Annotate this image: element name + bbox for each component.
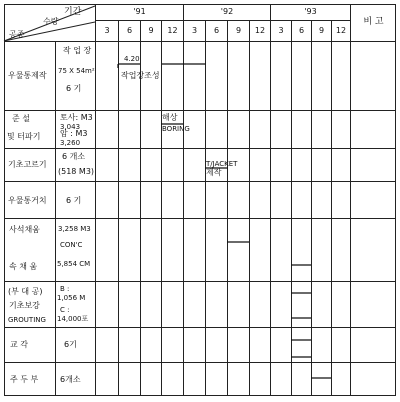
schedule-bars xyxy=(118,64,331,378)
year-91: '91 xyxy=(133,7,146,16)
month-label: 9 xyxy=(148,26,154,35)
row-name-foundation-leveling: 기초고르기 xyxy=(8,160,47,169)
row-qty: (518 M3) xyxy=(58,167,95,176)
row-name-pier-cap: 주 두 부 xyxy=(10,375,39,384)
year-92: '92 xyxy=(220,7,234,16)
schedule-note: T/JACKET xyxy=(206,160,238,168)
schedule-note: 제작 xyxy=(206,168,222,177)
month-label: 12 xyxy=(335,26,347,35)
row-name-dredging: 준 설 xyxy=(12,114,30,123)
row-qty: 6 기 xyxy=(66,84,82,93)
row-qty: 5,854 CM xyxy=(57,260,91,268)
month-label: 9 xyxy=(235,26,242,35)
row-name-riprap-fill: 사석채움 xyxy=(9,225,40,234)
row-qty: 3,043 xyxy=(60,123,81,131)
month-label: 6 xyxy=(213,26,220,35)
row-qty: 75 X 54m² xyxy=(58,67,95,75)
month-label: 6 xyxy=(298,26,305,35)
row-qty: 6 기 xyxy=(66,196,82,205)
row-name-grouting: GROUTING xyxy=(8,316,46,324)
month-label: 12 xyxy=(167,26,178,35)
row-qty: 3,258 M3 xyxy=(58,225,91,233)
row-qty: 작 업 장 xyxy=(63,46,92,55)
row-name-excavation: 및 터파기 xyxy=(7,132,41,141)
schedule-note: 작업장조성 xyxy=(121,71,160,80)
month-label: 9 xyxy=(318,26,325,35)
row-qty: 6기 xyxy=(64,340,77,349)
row-name-well-fabrication: 우물통제작 xyxy=(8,71,47,80)
month-label: 3 xyxy=(104,26,110,35)
row-qty: C : xyxy=(60,306,70,314)
row-qty: 14,000포 xyxy=(57,315,89,323)
schedule-note: 4.20 xyxy=(124,55,140,63)
remarks-header: 비 고 xyxy=(363,17,384,27)
row-qty: B : xyxy=(60,285,70,293)
row-qty: 토사: M3 xyxy=(60,113,93,122)
row-qty: CON'C xyxy=(60,241,83,249)
month-label: 3 xyxy=(191,26,198,35)
month-label: 6 xyxy=(126,26,133,35)
header-corner-quantity: 수량 xyxy=(43,17,59,26)
header-corner-work-type: 공종 xyxy=(9,30,25,39)
row-qty: 3,260 xyxy=(60,139,81,147)
row-name-auxiliary: (부 대 공) xyxy=(8,287,43,296)
row-qty: 1,056 M xyxy=(57,294,86,302)
schedule-note: BORING xyxy=(162,125,190,133)
row-name-foundation-reinforcement: 기초보강 xyxy=(9,301,40,310)
row-name-inner-fill: 속 채 움 xyxy=(9,262,38,271)
schedule-note: 해상 xyxy=(162,113,178,122)
row-name-pier: 교 각 xyxy=(10,340,28,349)
month-label: 3 xyxy=(278,26,284,35)
row-name-well-placement: 우물통거치 xyxy=(8,196,47,205)
month-label: 12 xyxy=(254,26,266,35)
row-qty: 6개소 xyxy=(60,375,81,384)
header-corner-period: 기간 xyxy=(64,7,82,17)
year-93: '93 xyxy=(304,7,317,16)
row-qty: 6 개소 xyxy=(62,152,86,161)
row-qty: 암 : M3 xyxy=(60,129,88,138)
